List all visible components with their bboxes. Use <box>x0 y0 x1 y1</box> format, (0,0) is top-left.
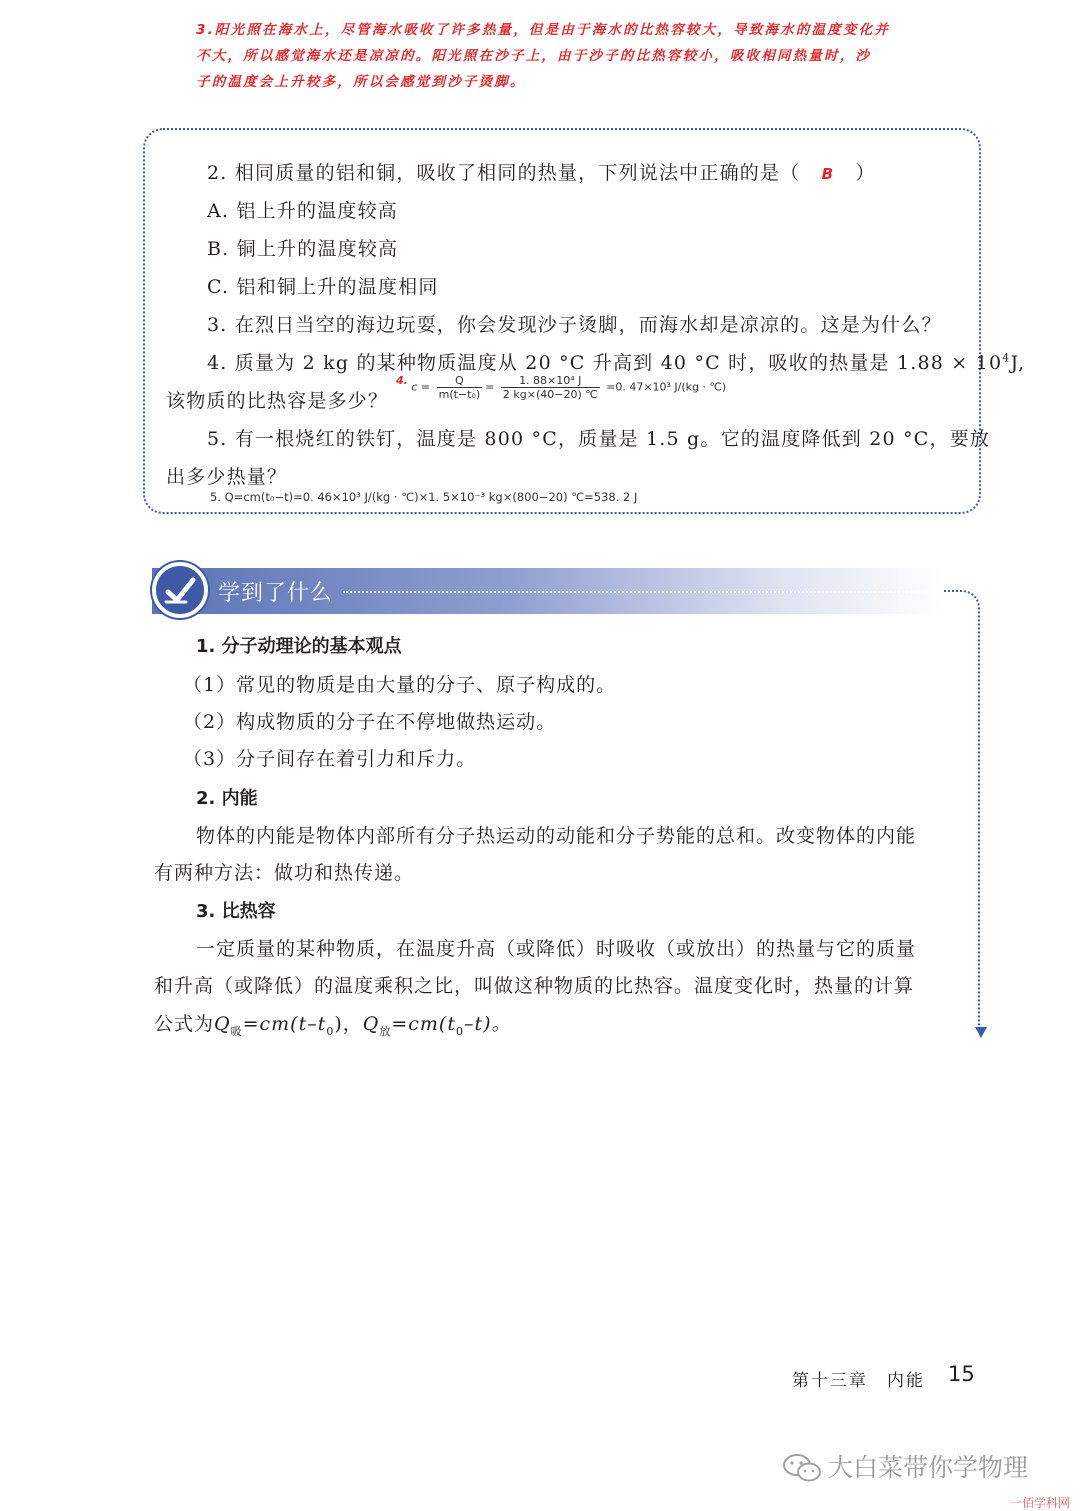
summary-paragraph-3-line-1: 一定质量的某种物质，在温度升高（或降低）时吸收（或放出）的热量与它的质量 <box>196 938 917 960</box>
summary-item-1: （1）常见的物质是由大量的分子、原子构成的。 <box>183 674 617 696</box>
question-2-option-a: A. 铝上升的温度较高 <box>207 200 399 222</box>
watermark-text: 大白菜带你学物理 <box>828 1453 1029 1482</box>
summary-paragraph-3-line-2: 和升高（或降低）的温度乘积之比，叫做这种物质的比热容。温度变化时，热量的计算 <box>154 975 915 997</box>
checkmark-icon <box>152 562 208 618</box>
question-5-line-2: 出多少热量？ <box>166 466 288 488</box>
question-4-line-2: 该物质的比热容是多少？ <box>166 390 389 412</box>
question-3: 3. 在烈日当空的海边玩耍，你会发现沙子烫脚，而海水却是凉凉的。这是为什么？ <box>207 314 942 336</box>
wechat-icon <box>782 1452 822 1484</box>
summary-heading-2: 2. 内能 <box>196 788 258 809</box>
summary-title: 学到了什么 <box>218 581 334 606</box>
summary-formula-line: 公式为$Q_吸=cm(t-t_0)$，$Q_放=cm(t_0-t)$。 <box>154 1013 512 1038</box>
question-2-answer-mark: B <box>821 165 835 183</box>
banner-dotted-line <box>343 591 943 593</box>
summary-border <box>944 590 980 1030</box>
summary-paragraph-2-line-2: 有两种方法：做功和热传递。 <box>154 862 415 884</box>
question-4-answer: 4. c = $\frac{Q}{\text{m(t−t₀)}}$ = $\frac{\text{1. 88×10⁴ J}}{2 kg\times(40-20) ℃}$ =0. 47×10³ J/(kg · ℃) <box>396 374 727 401</box>
handwritten-answer-line-2: 不大，所以感觉海水还是凉凉的。阳光照在沙子上，由于沙子的比热容较小，吸收相同热量时，沙 <box>196 48 872 64</box>
summary-heading-3: 3. 比热容 <box>196 901 276 922</box>
summary-item-3: （3）分子间存在着引力和斥力。 <box>183 748 477 770</box>
question-2-option-c: C. 铝和铜上升的温度相同 <box>207 276 439 298</box>
page-number: 15 <box>948 1362 975 1386</box>
question-4-line-1: 4. 质量为 2 kg 的某种物质温度从 20 °C 升高到 40 °C 时，吸收的热量是 $1.88 \times 10^4J$, <box>207 351 1026 374</box>
question-5-answer: 5. Q=cm(t₀−t)=0. 46×10³ J/(kg · ℃)×1. 5×10⁻³ kg×(800−20) ℃=538. 2 J <box>210 490 638 504</box>
handwritten-answer-line-1: 3.阳光照在海水上，尽管海水吸收了许多热量，但是由于海水的比热容较大，导致海水的温度变化并 <box>196 22 891 38</box>
arrow-down-icon <box>975 1027 987 1038</box>
summary-heading-1: 1. 分子动理论的基本观点 <box>196 636 402 657</box>
summary-item-2: （2）构成物质的分子在不停地做热运动。 <box>183 711 557 733</box>
question-2-stem: 2. 相同质量的铝和铜，吸收了相同的热量，下列说法中正确的是（ B ） <box>207 162 876 184</box>
summary-paragraph-2-line-1: 物体的内能是物体内部所有分子热运动的动能和分子势能的总和。改变物体的内能 <box>196 825 917 847</box>
handwritten-answer-line-3: 子的温度会上升较多，所以会感觉到沙子烫脚。 <box>196 74 526 90</box>
corner-watermark: 一佰学科网 <box>1010 1496 1071 1510</box>
answer-fraction-1: $\frac{Q}{\text{m(t−t₀)}}$ <box>438 374 481 401</box>
chapter-label: 第十三章 内能 <box>792 1371 925 1391</box>
question-5-line-1: 5. 有一根烧红的铁钉，温度是 800 °C，质量是 1.5 g。它的温度降低到 20 °C，要放 <box>207 428 991 450</box>
answer-fraction-2: $\frac{\text{1. 88×10⁴ J}}{2 kg\times(40-20) ℃}$ <box>502 374 598 401</box>
question-2-option-b: B. 铜上升的温度较高 <box>207 238 399 260</box>
